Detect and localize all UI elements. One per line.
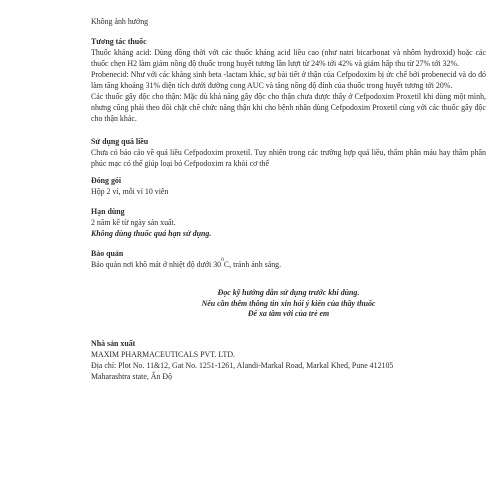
- expiry-section: [91, 206, 486, 239]
- degree-superscript: 0: [221, 257, 224, 263]
- packaging-heading: Đóng gói: [91, 176, 122, 185]
- storage-text-main: Bảo quản nơi khô mát ở nhiệt độ dưới 30: [91, 260, 222, 269]
- probenecid-paragraph: Probenecid: Như với các kháng sinh beta -lactam khác, sự bài tiết ở thận của Cefpodoxim bị ức chế bởi probenecid và do đó làm tăng khoảng 31% diện tích dưới đường cong AUC và tăng nồng độ đỉnh của thuốc trong huyết tương tới 20%.: [91, 70, 486, 90]
- packaging-text: Hộp 2 vỉ, mỗi vỉ 10 viên: [91, 187, 169, 196]
- warning-read-instructions: Đọc kỹ hướng dẫn sử dụng trước khi dùng.: [217, 288, 360, 297]
- storage-heading: Bảo quản: [91, 249, 124, 258]
- storage-section: [91, 248, 486, 270]
- manufacturer-name: MAXIM PHARMACEUTICALS PVT. LTD.: [91, 349, 236, 359]
- storage-text: [91, 259, 486, 270]
- overdose-section: [91, 136, 486, 169]
- manufacturer-section: [91, 338, 486, 382]
- warning-block: [91, 288, 486, 320]
- warning-keep-from-children: Để xa tầm với của trẻ em: [247, 309, 330, 318]
- interactions-heading: Tương tác thuốc: [91, 37, 147, 46]
- warning-ask-doctor: Nếu cần thêm thông tin xin hỏi ý kiến của thầy thuốc: [201, 298, 376, 308]
- manufacturer-address: Địa chỉ: Plot No. 11&12, Gat No. 1251-1261, Alandi-Markal Road, Markal Khed, Pune 412105: [91, 360, 394, 370]
- overdose-heading: Sử dụng quá liều: [91, 137, 149, 146]
- interactions-section: [91, 36, 486, 124]
- storage-text-end: C, tránh ánh sáng.: [223, 260, 282, 269]
- top-note: Không ảnh hưởng: [91, 17, 149, 26]
- antacid-paragraph: Thuốc kháng acid: Dùng đồng thời với các thuốc kháng acid liều cao (như natri bicarbonat và nhôm hydroxid) hoặc các thuốc chẹn H2 làm giảm nồng độ thuốc trong huyết tương lần lượt từ 24% tới 42% và giảm hấp thu từ 27% tới 32%.: [91, 48, 486, 68]
- expiry-text: 2 năm kể từ ngày sản xuất.: [91, 218, 176, 227]
- manufacturer-address-region: Maharashtra state, Ấn Độ: [91, 371, 173, 381]
- overdose-text: Chưa có báo cáo về quá liều Cefpodoxim proxetil. Tuy nhiên trong các trường hợp quá liều, thẩm phân máu hay thẩm phân phúc mạc có thể giúp loại bỏ Cefpodoxim ra khỏi cơ thể: [91, 148, 486, 168]
- packaging-section: [91, 175, 486, 197]
- expiry-heading: Hạn dùng: [91, 207, 125, 216]
- nephrotoxic-paragraph: Các thuốc gây độc cho thận: Mặc dù khả năng gây độc cho thận chưa được thấy ở Cefpodoxim Proxetil khi dùng một mình, nhưng cũng phải theo dõi chặt chẽ chức năng thận khi cho bệnh nhân dùng Cefpodoxim Proxetil cùng với các thuốc gây độc cho thận khác.: [91, 92, 486, 123]
- expiry-warning: Không dùng thuốc quá hạn sử dụng.: [91, 229, 212, 238]
- manufacturer-heading: Nhà sản xuất: [91, 338, 136, 348]
